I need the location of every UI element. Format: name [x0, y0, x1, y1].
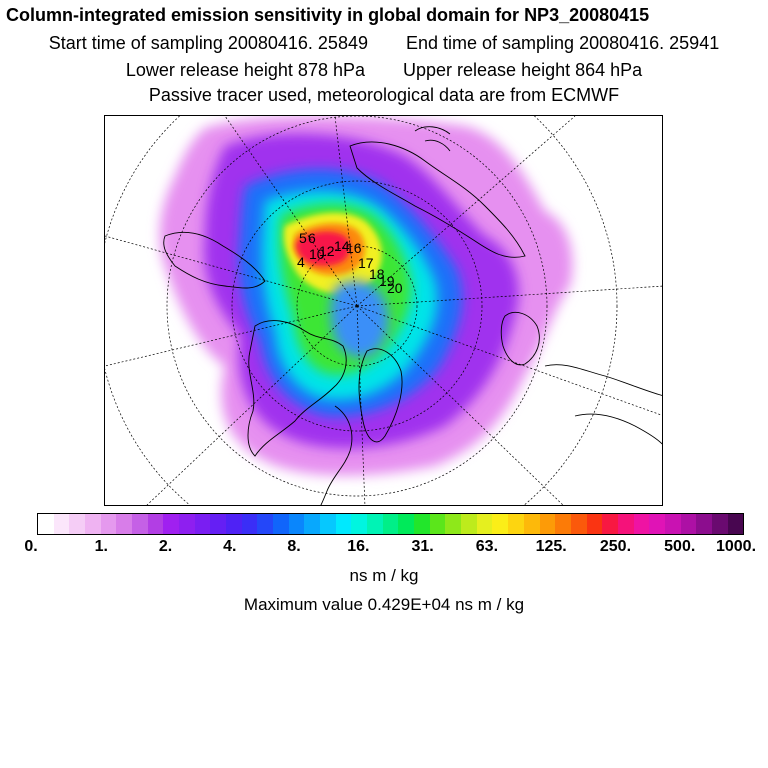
upper-height-text: Upper release height 864 hPa: [403, 60, 643, 80]
trajectory-label: 20: [387, 280, 403, 296]
color-scale-cell: [54, 514, 70, 534]
color-scale-cell: [69, 514, 85, 534]
color-scale-cell: [602, 514, 618, 534]
color-scale-cell: [728, 514, 744, 534]
end-time-text: End time of sampling 20080416. 25941: [405, 33, 720, 53]
color-scale-cell: [116, 514, 132, 534]
color-scale-cell: [383, 514, 399, 534]
color-scale-tick-label: 500.: [664, 538, 696, 555]
trajectory-label: 10: [309, 246, 325, 262]
trajectory-label: 5: [299, 230, 307, 246]
unit-label: ns m / kg: [349, 566, 419, 585]
color-scale-cell: [477, 514, 493, 534]
color-scale-cell: [320, 514, 336, 534]
color-scale-cell: [587, 514, 603, 534]
color-scale-cell: [210, 514, 226, 534]
color-scale-cell: [289, 514, 305, 534]
color-scale-cell: [712, 514, 728, 534]
color-scale-cell: [132, 514, 148, 534]
color-scale-cell: [101, 514, 117, 534]
color-scale-cell: [681, 514, 697, 534]
color-scale-tick-label: 125.: [535, 538, 567, 555]
trajectory-label: 16: [346, 240, 362, 256]
color-scale-tick-label: 8.: [287, 538, 301, 555]
sampling-times: [0, 33, 768, 54]
trajectory-label: 6: [308, 230, 316, 246]
color-scale-cell: [555, 514, 571, 534]
color-scale-cell: [430, 514, 446, 534]
figure-title: Column-integrated emission sensitivity in global domain for NP3_20080415: [6, 5, 650, 25]
lower-height-text: Lower release height 878 hPa: [125, 60, 365, 80]
trajectory-label: 17: [358, 255, 374, 271]
color-scale-cell: [618, 514, 634, 534]
trajectory-label: 12: [319, 243, 335, 259]
tracer-note: Passive tracer used, meteorological data are from ECMWF: [148, 85, 620, 105]
color-scale-cell: [257, 514, 273, 534]
color-scale-cell: [163, 514, 179, 534]
trajectory-label: 19: [379, 273, 395, 289]
color-scale-cell: [649, 514, 665, 534]
color-scale-cell: [540, 514, 556, 534]
trajectory-label: 18: [369, 266, 385, 282]
color-scale-cell: [304, 514, 320, 534]
color-scale-tick-label: 4.: [223, 538, 237, 555]
trajectory-label: 14: [334, 238, 350, 254]
color-scale-cell: [508, 514, 524, 534]
color-scale-tick-label: 16.: [347, 538, 370, 555]
color-scale-cell: [665, 514, 681, 534]
color-scale-tick-label: 1.: [94, 538, 108, 555]
color-scale-cell: [398, 514, 414, 534]
color-scale-cell: [351, 514, 367, 534]
color-scale-cell: [524, 514, 540, 534]
color-scale-tick-label: 0.: [24, 538, 38, 555]
color-scale-cell: [85, 514, 101, 534]
color-scale-cell: [492, 514, 508, 534]
start-time-text: Start time of sampling 20080416. 25849: [48, 33, 368, 53]
color-scale-cell: [226, 514, 242, 534]
trajectory-label: 4: [297, 254, 305, 270]
sensitivity-map-svg: [105, 116, 663, 506]
release-heights: [0, 60, 768, 81]
color-scale-tick-label: 1000.: [715, 538, 757, 555]
color-scale-cell: [195, 514, 211, 534]
color-scale-cell: [414, 514, 430, 534]
color-scale-cell: [571, 514, 587, 534]
color-scale-cell: [242, 514, 258, 534]
color-scale-tick-label: 2.: [158, 538, 173, 555]
color-scale-cell: [461, 514, 477, 534]
color-scale-bar: [37, 513, 744, 535]
color-scale-tick-label: 31.: [411, 538, 434, 555]
color-scale-cell: [148, 514, 164, 534]
coastline-europe: [545, 365, 663, 446]
polar-map: [104, 115, 663, 506]
color-scale-cell: [336, 514, 352, 534]
maximum-value-label: Maximum value 0.429E+04 ns m / kg: [243, 595, 525, 614]
color-scale-cell: [696, 514, 712, 534]
color-scale-cell: [38, 514, 54, 534]
color-scale-cell: [367, 514, 383, 534]
color-scale-cell: [273, 514, 289, 534]
color-scale-cell: [179, 514, 195, 534]
color-scale-cell: [445, 514, 461, 534]
color-scale-tick-label: 250.: [599, 538, 632, 555]
color-scale-cell: [634, 514, 650, 534]
color-scale-tick-label: 63.: [475, 538, 499, 555]
